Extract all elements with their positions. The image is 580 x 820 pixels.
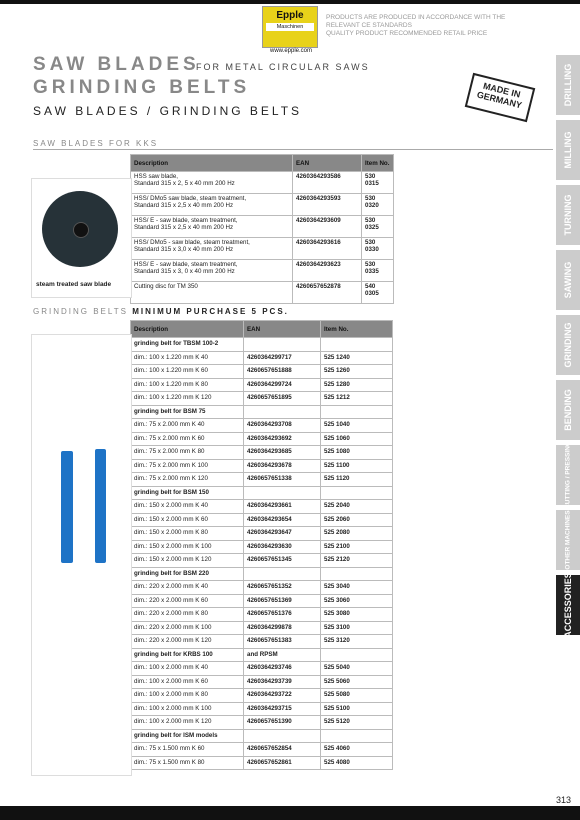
description-cell: dim.: 150 x 2.000 mm K 60 <box>131 513 244 527</box>
description-cell: dim.: 220 x 2.000 mm K 40 <box>131 581 244 595</box>
item-no-cell: 530 0330 <box>362 238 394 260</box>
description-cell: dim.: 100 x 1.220 mm K 80 <box>131 378 244 392</box>
title-grinding-belts: GRINDING BELTS <box>33 77 251 98</box>
tab-label: DRILLING <box>563 63 573 107</box>
description-line: Standard 315 x 3, 0 x 40 mm 200 Hz <box>134 268 235 275</box>
item-no-cell: 525 2080 <box>321 527 393 541</box>
description-cell: dim.: 150 x 2.000 mm K 80 <box>131 527 244 541</box>
ean-cell: 4260364299878 <box>244 621 321 635</box>
saw-blade-caption: steam treated saw blade <box>36 281 112 288</box>
item-no-cell: 525 3120 <box>321 635 393 649</box>
ean-cell: 4260364293616 <box>293 238 362 260</box>
item-no-cell: 530 0325 <box>362 216 394 238</box>
page-number: 313 <box>556 795 572 805</box>
description-line: HSS saw blade, <box>134 173 179 180</box>
description-line: HSS/ DMo5 - saw blade, steam treatment, <box>134 239 250 246</box>
ean-cell: 4260657651895 <box>244 392 321 406</box>
tab-other-machines[interactable] <box>556 510 580 570</box>
description-cell: dim.: 100 x 2.000 mm K 100 <box>131 702 244 716</box>
description-line: HSS/ DMo5 saw blade, steam treatment, <box>134 195 247 202</box>
item-no-cell: 525 3040 <box>321 581 393 595</box>
logo-sub: Maschinen <box>266 23 314 31</box>
description-cell: dim.: 75 x 2.000 mm K 80 <box>131 446 244 460</box>
description-line: HSS/ E - saw blade, steam treatment, <box>134 217 238 224</box>
col-item-no: Item No. <box>321 321 393 338</box>
ean-cell: 4260364293715 <box>244 702 321 716</box>
description-cell: dim.: 220 x 2.000 mm K 60 <box>131 594 244 608</box>
col-description: Description <box>131 155 293 172</box>
ean-cell <box>244 405 321 419</box>
ean-cell: 4260364293609 <box>293 216 362 238</box>
col-ean: EAN <box>293 155 362 172</box>
item-no-cell <box>321 405 393 419</box>
description-cell <box>131 216 293 238</box>
grinding-belt-left <box>61 451 73 563</box>
ean-cell: 4260364293708 <box>244 419 321 433</box>
saw-blade-image <box>31 178 132 298</box>
item-no-cell: 525 1100 <box>321 459 393 473</box>
minimum-purchase-label: MINIMUM PURCHASE 5 PCS. <box>132 307 289 316</box>
table-row <box>131 689 393 703</box>
bottom-bar <box>0 806 580 820</box>
title-saw-blades: SAW BLADES <box>33 54 200 75</box>
ean-cell: 4260657651338 <box>244 473 321 487</box>
group-row <box>131 405 393 419</box>
item-no-cell: 525 5080 <box>321 689 393 703</box>
ean-cell: 4260364293654 <box>244 513 321 527</box>
item-no-cell: 525 2120 <box>321 554 393 568</box>
table-row <box>131 743 393 757</box>
description-cell <box>131 194 293 216</box>
tab-milling[interactable] <box>556 120 580 180</box>
group-cell: grinding belt for BSM 75 <box>131 405 244 419</box>
description-cell <box>131 282 293 304</box>
grinding-belts-table <box>130 320 393 770</box>
description-line: Standard 315 x 2,5 x 40 mm 200 Hz <box>134 202 234 209</box>
tab-drilling[interactable] <box>556 55 580 115</box>
item-no-cell: 525 2100 <box>321 540 393 554</box>
description-cell: dim.: 100 x 1.220 mm K 60 <box>131 365 244 379</box>
tab-cutting-pressing[interactable] <box>556 441 580 509</box>
description-line: HSS/ E - saw blade, steam treatment, <box>134 261 238 268</box>
item-no-cell: 540 0305 <box>362 282 394 304</box>
group-row <box>131 486 393 500</box>
item-no-cell: 530 0320 <box>362 194 394 216</box>
table-row <box>131 282 394 304</box>
category-tabs <box>556 55 580 640</box>
description-cell: dim.: 150 x 2.000 mm K 100 <box>131 540 244 554</box>
ean-cell: 4260364293739 <box>244 675 321 689</box>
description-line: Standard 315 x 2,5 x 40 mm 200 Hz <box>134 224 234 231</box>
group-cell: grinding belt for ISM models <box>131 729 244 743</box>
disc-hub <box>73 222 89 238</box>
description-cell: dim.: 150 x 2.000 mm K 120 <box>131 554 244 568</box>
item-no-cell: 525 1040 <box>321 419 393 433</box>
ean-cell: 4260657651352 <box>244 581 321 595</box>
group-row <box>131 338 393 352</box>
table-row <box>131 635 393 649</box>
description-cell: dim.: 75 x 2.000 mm K 40 <box>131 419 244 433</box>
table-row <box>131 716 393 730</box>
item-no-cell: 530 0315 <box>362 172 394 194</box>
ean-cell: 4260364293722 <box>244 689 321 703</box>
col-ean: EAN <box>244 321 321 338</box>
description-cell: dim.: 75 x 1.500 mm K 60 <box>131 743 244 757</box>
description-line: Cutting disc for TM 350 <box>134 283 198 290</box>
description-cell: dim.: 220 x 2.000 mm K 100 <box>131 621 244 635</box>
table-row <box>131 540 393 554</box>
ean-cell: 4260364293586 <box>293 172 362 194</box>
description-cell: dim.: 75 x 2.000 mm K 60 <box>131 432 244 446</box>
table-row <box>131 432 393 446</box>
item-no-cell <box>321 567 393 581</box>
ean-cell <box>244 567 321 581</box>
description-cell: dim.: 75 x 2.000 mm K 120 <box>131 473 244 487</box>
table-row <box>131 392 393 406</box>
tab-label: SAWING <box>563 261 573 299</box>
table-row <box>131 172 394 194</box>
ean-cell: 4260364293746 <box>244 662 321 676</box>
table-row <box>131 594 393 608</box>
group-row <box>131 567 393 581</box>
item-no-cell: 525 1080 <box>321 446 393 460</box>
description-cell: dim.: 100 x 2.000 mm K 60 <box>131 675 244 689</box>
description-cell: dim.: 75 x 2.000 mm K 100 <box>131 459 244 473</box>
item-no-cell: 525 5100 <box>321 702 393 716</box>
ean-cell: 4260364293593 <box>293 194 362 216</box>
ean-cell: 4260364293692 <box>244 432 321 446</box>
grinding-belt-right <box>95 449 106 563</box>
notice-line: QUALITY PRODUCT RECOMMENDED RETAIL PRICE <box>326 30 488 37</box>
group-cell: grinding belt for BSM 150 <box>131 486 244 500</box>
table-row <box>131 194 394 216</box>
ean-cell <box>244 486 321 500</box>
logo-url: www.epple.com <box>269 48 313 54</box>
grinding-belt-image <box>31 334 132 776</box>
item-no-cell: 525 5060 <box>321 675 393 689</box>
item-no-cell: 525 1060 <box>321 432 393 446</box>
ean-cell: 4260364299724 <box>244 378 321 392</box>
item-no-cell <box>321 338 393 352</box>
ean-cell <box>244 729 321 743</box>
item-no-cell: 525 1212 <box>321 392 393 406</box>
ean-cell: 4260657651383 <box>244 635 321 649</box>
col-description: Description <box>131 321 244 338</box>
description-cell <box>131 260 293 282</box>
section-heading-grinding-belts <box>33 307 289 316</box>
table-row <box>131 527 393 541</box>
item-no-cell: 525 1260 <box>321 365 393 379</box>
ean-cell: 4260364293685 <box>244 446 321 460</box>
tab-label: TURNING <box>563 194 573 236</box>
tab-label: GRINDING <box>563 322 573 368</box>
item-no-cell <box>321 486 393 500</box>
item-no-cell: 525 2040 <box>321 500 393 514</box>
table-row <box>131 581 393 595</box>
group-row <box>131 648 393 662</box>
table-row <box>131 621 393 635</box>
col-item-no: Item No. <box>362 155 394 172</box>
table-row <box>131 500 393 514</box>
table-row <box>131 662 393 676</box>
ean-cell: 4260657651369 <box>244 594 321 608</box>
description-cell: dim.: 100 x 2.000 mm K 120 <box>131 716 244 730</box>
item-no-cell: 525 3080 <box>321 608 393 622</box>
tab-accessories[interactable] <box>556 572 580 638</box>
tab-bending[interactable] <box>556 380 580 440</box>
description-cell: dim.: 150 x 2.000 mm K 40 <box>131 500 244 514</box>
tab-label: CUTTING / PRESSING <box>564 441 572 509</box>
saw-blades-table <box>130 154 394 304</box>
description-cell: dim.: 100 x 2.000 mm K 40 <box>131 662 244 676</box>
item-no-cell: 525 2060 <box>321 513 393 527</box>
tab-label: MILLING <box>563 131 573 169</box>
epple-logo <box>262 6 318 54</box>
item-no-cell: 525 4060 <box>321 743 393 757</box>
ean-cell: 4260657651888 <box>244 365 321 379</box>
ce-notice <box>326 14 516 38</box>
description-line: Standard 315 x 3,0 x 40 mm 200 Hz <box>134 246 234 253</box>
grinding-belts-label: GRINDING BELTS <box>33 307 128 316</box>
ean-cell: 4260657652854 <box>244 743 321 757</box>
subtitle: SAW BLADES / GRINDING BELTS <box>33 104 303 118</box>
item-no-cell: 525 1280 <box>321 378 393 392</box>
saw-blade-disc <box>42 191 118 267</box>
description-cell <box>131 172 293 194</box>
description-cell: dim.: 220 x 2.000 mm K 80 <box>131 608 244 622</box>
table-row <box>131 378 393 392</box>
notice-line: PRODUCTS ARE PRODUCED IN ACCORDANCE WITH THE <box>326 14 506 21</box>
item-no-cell: 525 1120 <box>321 473 393 487</box>
tab-grinding[interactable] <box>556 315 580 375</box>
ean-cell: 4260364293623 <box>293 260 362 282</box>
group-cell: grinding belt for BSM 220 <box>131 567 244 581</box>
description-cell: dim.: 75 x 1.500 mm K 80 <box>131 756 244 770</box>
table-row <box>131 419 393 433</box>
ean-cell: 4260364293630 <box>244 540 321 554</box>
tab-label: ACCESSORIES <box>563 572 573 638</box>
notice-line: RELEVANT CE STANDARDS <box>326 22 412 29</box>
item-no-cell <box>321 648 393 662</box>
table-row <box>131 756 393 770</box>
ean-cell: 4260657651390 <box>244 716 321 730</box>
ean-cell: 4260364293678 <box>244 459 321 473</box>
description-cell: dim.: 100 x 2.000 mm K 80 <box>131 689 244 703</box>
made-in-germany-stamp: MADE IN GERMANY <box>465 73 536 122</box>
item-no-cell: 525 5040 <box>321 662 393 676</box>
item-no-cell: 525 3060 <box>321 594 393 608</box>
ean-cell: 4260657652878 <box>293 282 362 304</box>
section-heading-saw-blades: SAW BLADES FOR KKS <box>33 139 159 148</box>
table-row <box>131 216 394 238</box>
item-no-cell <box>321 729 393 743</box>
item-no-cell: 525 1240 <box>321 351 393 365</box>
title-saw-blades-sub: FOR METAL CIRCULAR SAWS <box>196 62 370 72</box>
logo-brand: Epple <box>276 10 304 21</box>
ean-cell: 4260364299717 <box>244 351 321 365</box>
table-row <box>131 675 393 689</box>
description-cell: dim.: 100 x 1.220 mm K 120 <box>131 392 244 406</box>
ean-cell: 4260657651376 <box>244 608 321 622</box>
ean-cell: 4260364293661 <box>244 500 321 514</box>
item-no-cell: 525 4080 <box>321 756 393 770</box>
ean-cell: and RPSM <box>244 648 321 662</box>
item-no-cell: 525 5120 <box>321 716 393 730</box>
table-row <box>131 608 393 622</box>
table-row <box>131 446 393 460</box>
description-line: Standard 315 x 2, 5 x 40 mm 200 Hz <box>134 180 235 187</box>
tab-turning[interactable] <box>556 185 580 245</box>
description-cell: dim.: 100 x 1.220 mm K 40 <box>131 351 244 365</box>
table-row <box>131 702 393 716</box>
top-bar <box>0 0 580 4</box>
table-row <box>131 459 393 473</box>
item-no-cell: 525 3100 <box>321 621 393 635</box>
tab-sawing[interactable] <box>556 250 580 310</box>
group-row <box>131 729 393 743</box>
ean-cell <box>244 338 321 352</box>
tab-label: OTHER MACHINES <box>564 510 572 570</box>
table-row <box>131 351 393 365</box>
table-row <box>131 238 394 260</box>
tab-label: BENDING <box>563 389 573 431</box>
description-cell: dim.: 220 x 2.000 mm K 120 <box>131 635 244 649</box>
group-cell: grinding belt for TBSM 100-2 <box>131 338 244 352</box>
table-row <box>131 513 393 527</box>
description-cell <box>131 238 293 260</box>
table-row <box>131 365 393 379</box>
table-row <box>131 260 394 282</box>
ean-cell: 4260657651345 <box>244 554 321 568</box>
divider <box>33 149 553 150</box>
ean-cell: 4260657652861 <box>244 756 321 770</box>
ean-cell: 4260364293647 <box>244 527 321 541</box>
group-cell: grinding belt for KRBS 100 <box>131 648 244 662</box>
item-no-cell: 530 0335 <box>362 260 394 282</box>
table-row <box>131 554 393 568</box>
table-row <box>131 473 393 487</box>
